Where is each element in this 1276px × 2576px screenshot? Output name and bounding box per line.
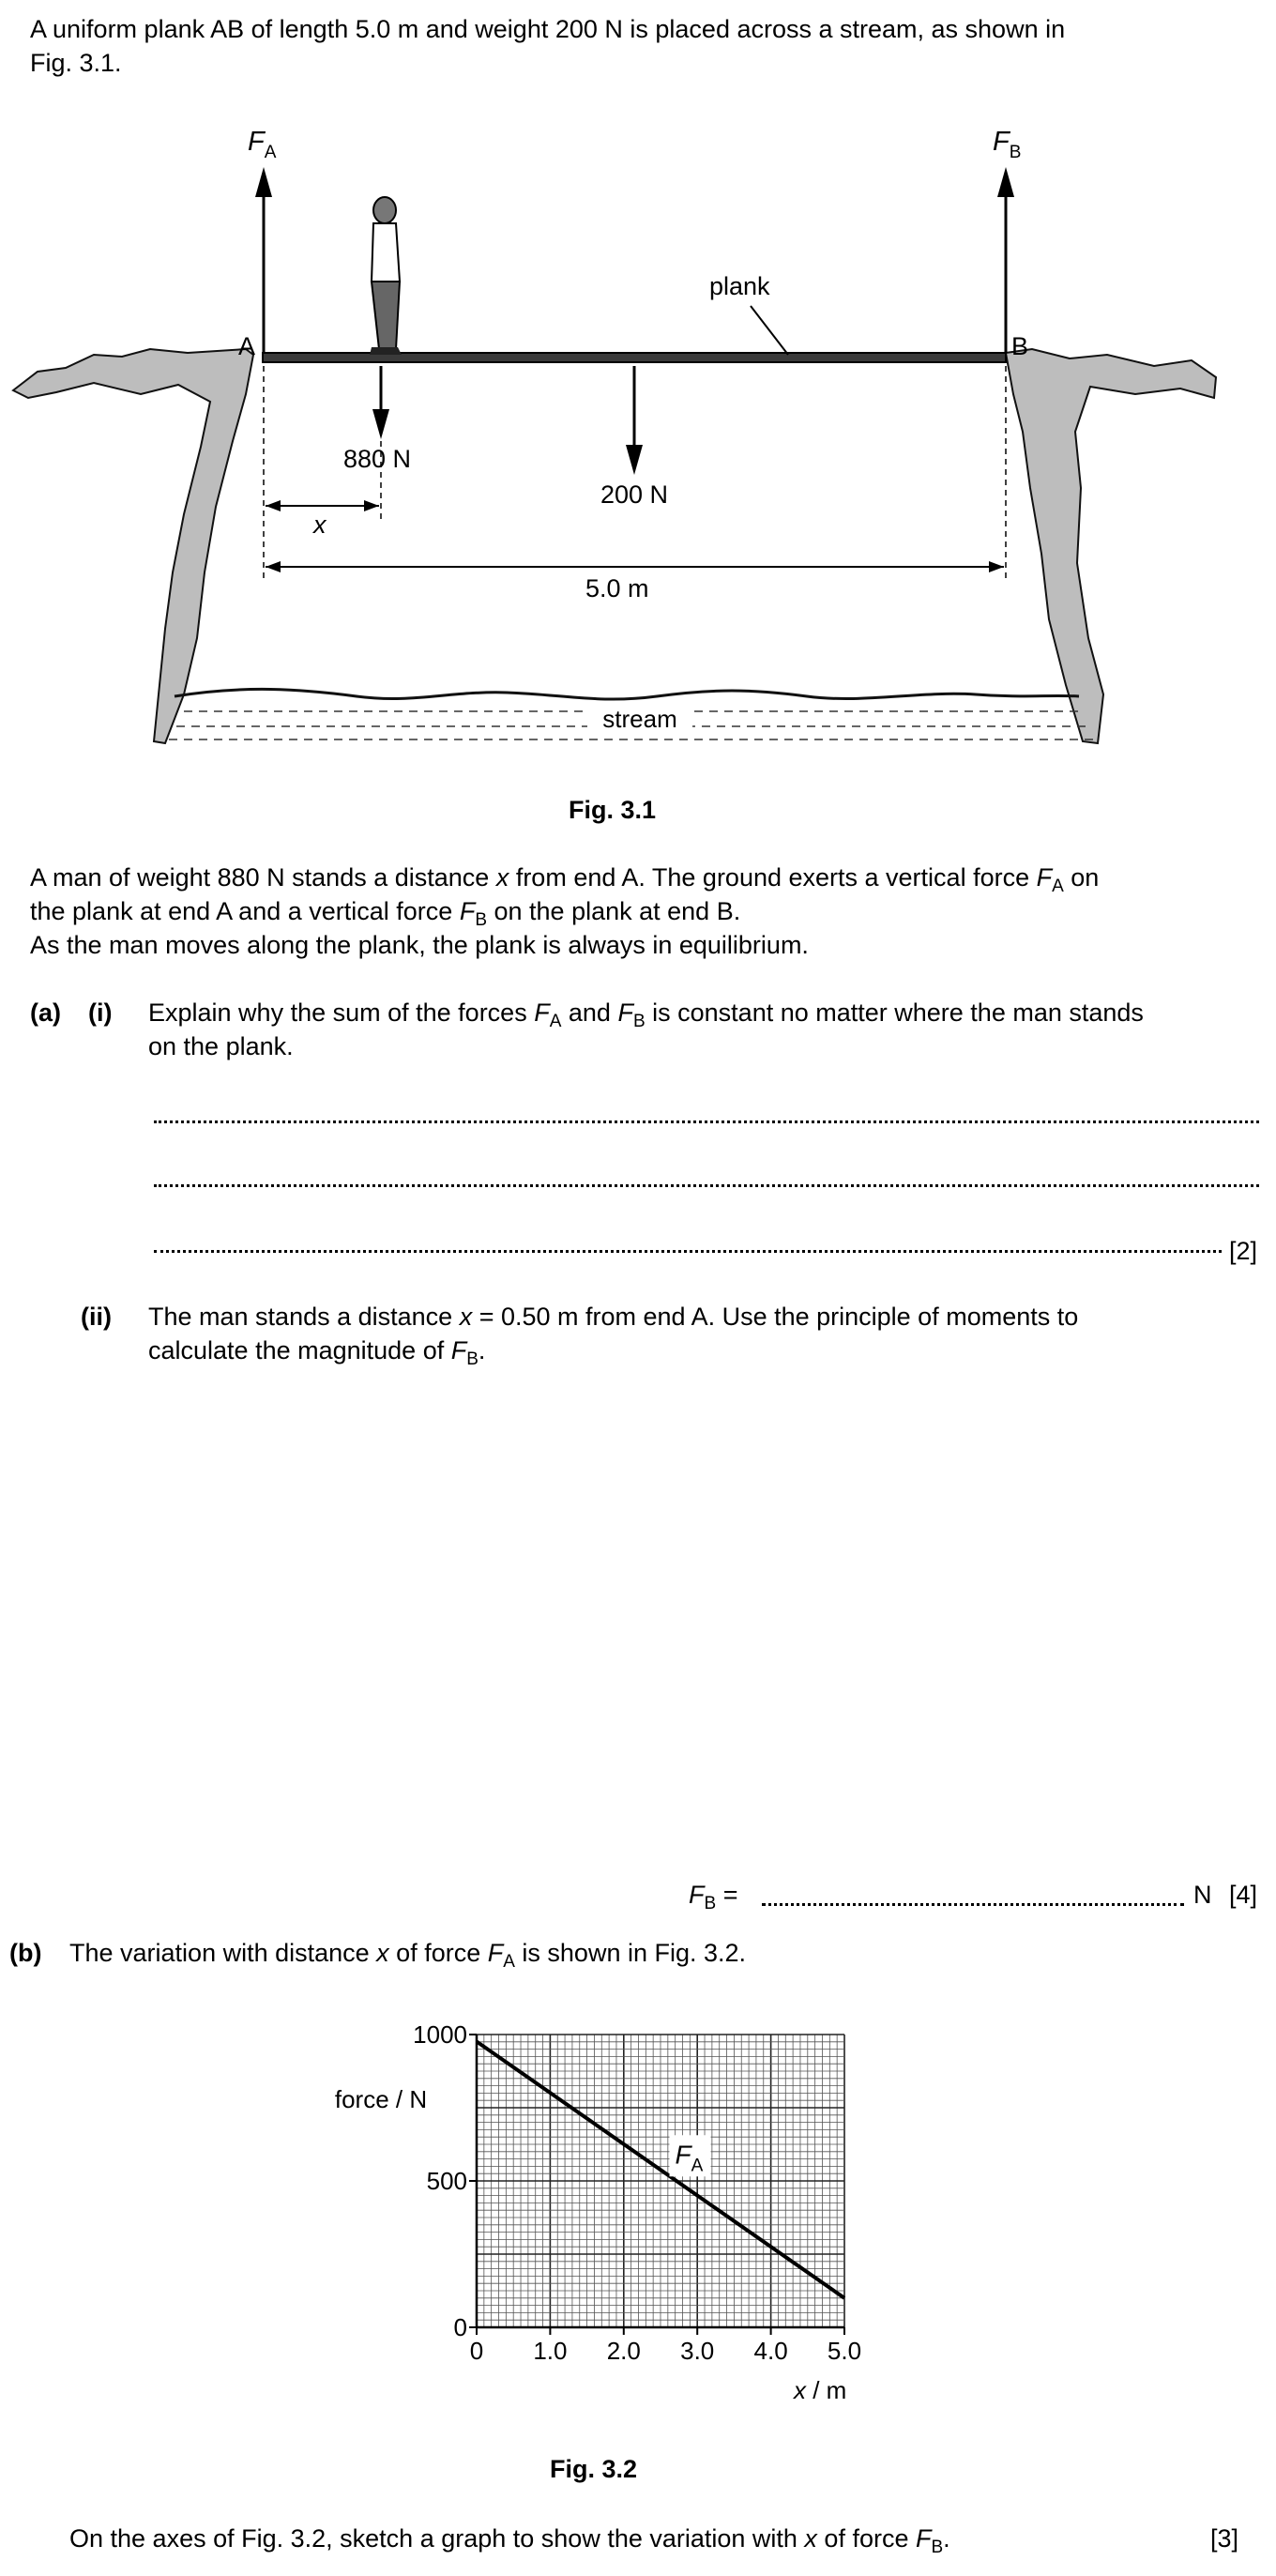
answer-line-3[interactable]: [154, 1250, 1222, 1253]
y-axis-label: force / N: [334, 2085, 428, 2113]
end-b-label: B: [1011, 332, 1029, 360]
part-a-i-label: (i): [88, 998, 113, 1027]
x-axis-label: x / m: [794, 2376, 847, 2404]
length-label: 5.0 m: [585, 574, 649, 602]
fb-answer-field[interactable]: [762, 1903, 1184, 1906]
y-tick-label: 0: [453, 2313, 467, 2341]
setup-line-3: As the man moves along the plank, the plank is always in equilibrium.: [30, 931, 809, 959]
x-tick-label: 1.0: [533, 2337, 568, 2365]
part-b-task: On the axes of Fig. 3.2, sketch a graph to show the variation with x of force $F_B$.: [69, 2524, 950, 2557]
part-b-line-1: The variation with distance x of force $F_A$ is shown in Fig. 3.2.: [69, 1939, 747, 1972]
fb-label: $F_B$: [993, 127, 1022, 162]
end-a-label: A: [238, 332, 256, 360]
setup-line-2: the plank at end A and a vertical force $F_B$ on the plank at end B.: [30, 897, 741, 930]
part-a-label: (a): [30, 998, 61, 1027]
part-b-marks: [3]: [1210, 2524, 1239, 2553]
setup-line-1: A man of weight 880 N stands a distance x from end A. The ground exerts a vertical force $F_A$ on: [30, 863, 1100, 896]
plank-label: plank: [709, 272, 770, 300]
figure-3-1-caption: Fig. 3.1: [569, 796, 657, 824]
figure-3-2-chart[interactable]: [0, 2008, 1276, 2412]
x-tick-label: 0: [469, 2337, 484, 2365]
x-tick-label: 5.0: [827, 2337, 862, 2365]
intro-line-2: Fig. 3.1.: [30, 49, 122, 77]
plank-leader: [751, 306, 788, 355]
part-a-i-marks: [2]: [1229, 1237, 1258, 1265]
part-a-ii-line-2: calculate the magnitude of $F_B$.: [148, 1336, 486, 1369]
answer-line-1[interactable]: [154, 1120, 1259, 1123]
part-a-i-line-2: on the plank.: [148, 1032, 294, 1060]
fb-answer-label: $F_B$ =: [689, 1881, 738, 1913]
stream-surface: [175, 689, 1079, 699]
x-tick-label: 2.0: [606, 2337, 641, 2365]
plank-weight-label: 200 N: [600, 480, 669, 509]
figure-3-1-diagram: [0, 94, 1276, 751]
fa-label: $F_A$: [248, 127, 277, 162]
right-bank: [1006, 349, 1216, 743]
part-a-ii-line-1: The man stands a distance x = 0.50 m from end A. Use the principle of moments to: [148, 1303, 1079, 1331]
x-tick-label: 3.0: [680, 2337, 715, 2365]
man-weight-label: 880 N: [343, 445, 412, 473]
stream-label: stream: [602, 705, 677, 733]
answer-line-2[interactable]: [154, 1184, 1259, 1187]
part-a-i-line-1: Explain why the sum of the forces $F_A$ and $F_B$ is constant no matter where the man stands: [148, 998, 1144, 1031]
fa-arrow: [255, 167, 272, 353]
y-tick-label: 500: [426, 2167, 467, 2195]
plank-weight-arrow: [626, 366, 643, 475]
part-b-label: (b): [9, 1939, 42, 1967]
series-label-fa: $F_A$: [675, 2140, 704, 2176]
man-figure: [370, 197, 402, 355]
length-dimension: [266, 561, 1004, 572]
intro-line-1: A uniform plank AB of length 5.0 m and weight 200 N is placed across a stream, as shown in: [30, 15, 1066, 43]
part-a-ii-marks: [4]: [1229, 1881, 1258, 1909]
fb-arrow: [997, 167, 1014, 353]
fb-answer-unit: N: [1193, 1881, 1212, 1909]
figure-3-2-caption: Fig. 3.2: [550, 2455, 638, 2483]
x-tick-label: 4.0: [753, 2337, 788, 2365]
part-a-ii-label: (ii): [81, 1303, 112, 1331]
left-bank: [13, 349, 253, 743]
y-tick-label: 1000: [413, 2020, 467, 2049]
man-weight-arrow: [372, 366, 389, 439]
x-dimension-label: x: [313, 511, 327, 539]
